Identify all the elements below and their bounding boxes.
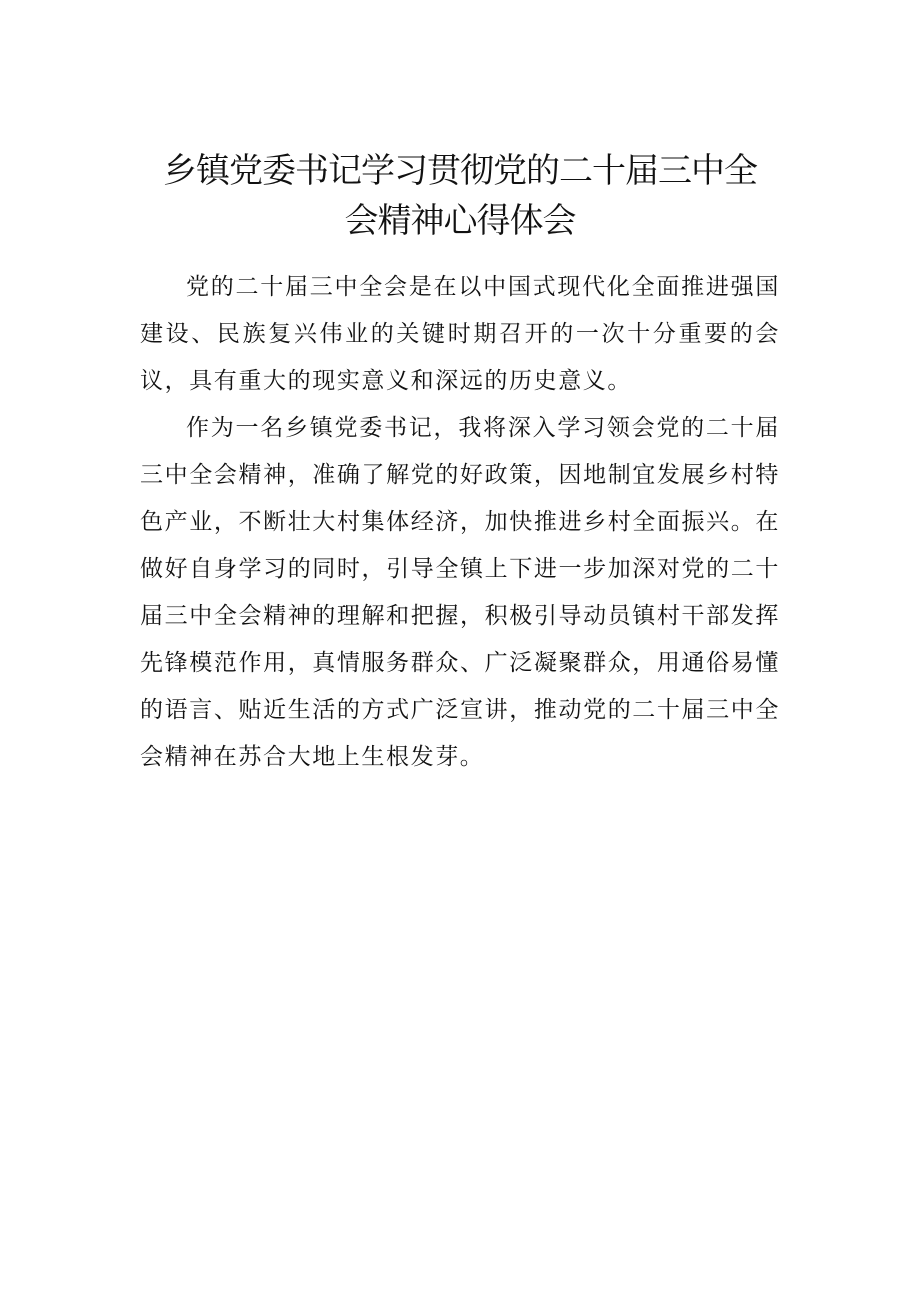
- title-line-1: 乡镇党委书记学习贯彻党的二十届三中全: [163, 151, 757, 191]
- title-line-2: 会精神心得体会: [344, 201, 576, 241]
- document-title: [140, 146, 780, 246]
- paragraph-1: 党的二十届三中全会是在以中国式现代化全面推进强国建设、民族复兴伟业的关键时期召开的一次十分重要的会议，具有重大的现实意义和深远的历史意义。: [140, 274, 780, 394]
- document-body: [140, 264, 780, 781]
- paragraph-2: 作为一名乡镇党委书记，我将深入学习领会党的二十届三中全会精神，准确了解党的好政策，因地制宜发展乡村特色产业，不断壮大村集体经济，加快推进乡村全面振兴。在做好自身学习的同时，引导全镇上下进一步加深对党的二十届三中全会精神的理解和把握，积极引导动员镇村干部发挥先锋模范作用，真情服务群众、广泛凝聚群众，用通俗易懂的语言、贴近生活的方式广泛宣讲，推动党的二十届三中全会精神在苏合大地上生根发芽。: [140, 415, 780, 770]
